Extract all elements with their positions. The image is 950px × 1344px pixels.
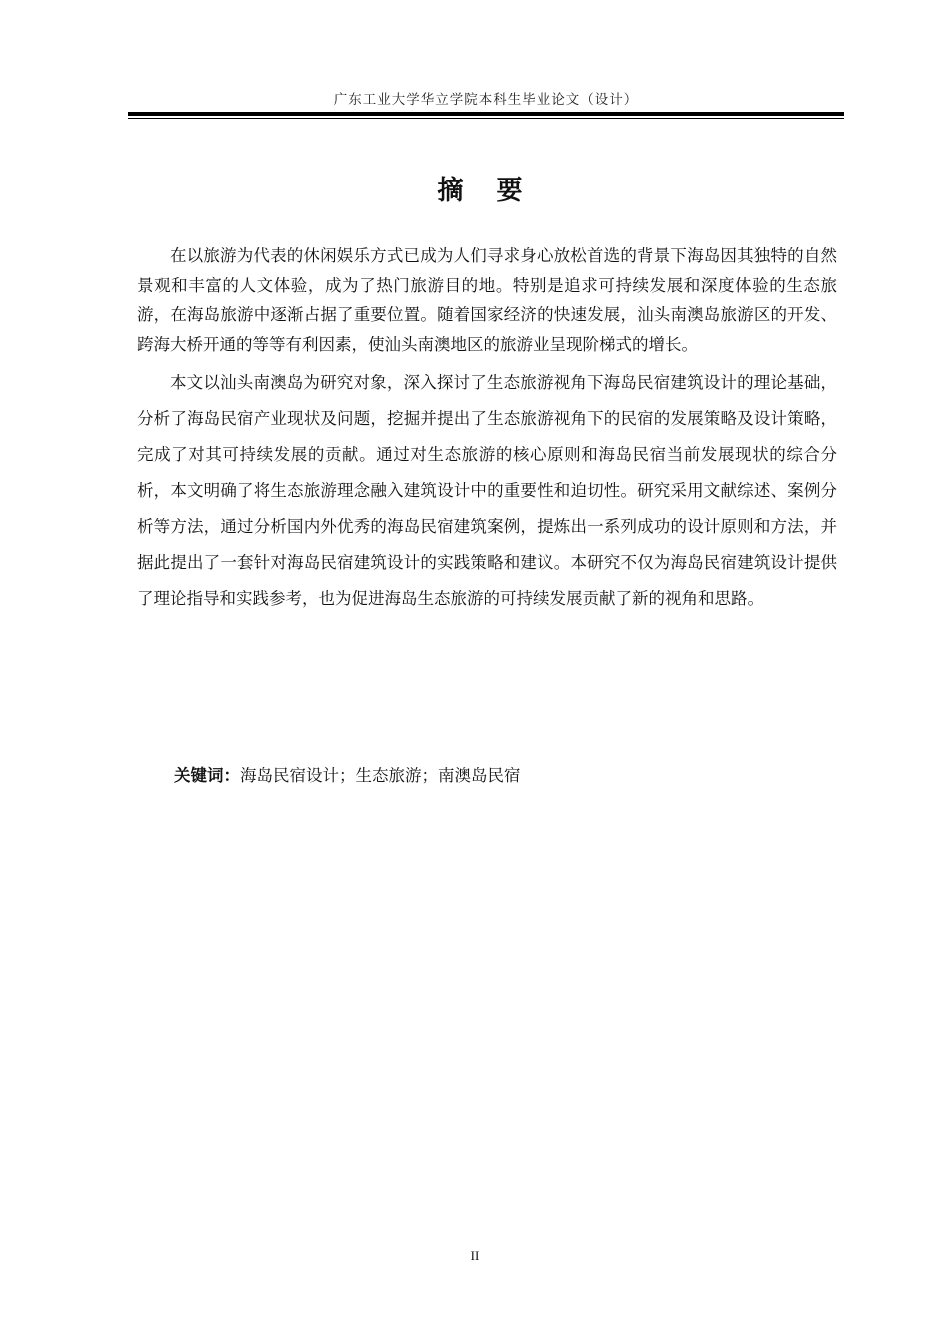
abstract-title: 摘 要 — [437, 176, 535, 206]
abstract-body — [137, 241, 837, 617]
header-rule-thick — [128, 112, 844, 116]
keywords-line — [174, 762, 521, 786]
header-rule-thin — [128, 118, 844, 119]
keywords-label: 关键词： — [174, 766, 240, 785]
running-header: 广东工业大学华立学院本科生毕业论文（设计） — [333, 92, 639, 108]
keywords-value: 海岛民宿设计；生态旅游；南澳岛民宿 — [240, 766, 521, 785]
page-number: II — [470, 1248, 480, 1263]
abstract-paragraph-2: 本文以汕头南澳岛为研究对象，深入探讨了生态旅游视角下海岛民宿建筑设计的理论基础，分析了海岛民宿产业现状及问题，挖掘并提出了生态旅游视角下的民宿的发展策略及设计策略，完成了对其可持续发展的贡献。通过对生态旅游的核心原则和海岛民宿当前发展现状的综合分析，本文明确了将生态旅游理念融入建筑设计中的重要性和迫切性。研究采用文献综述、案例分析等方法，通过分析国内外优秀的海岛民宿建筑案例，提炼出一系列成功的设计原则和方法，并据此提出了一套针对海岛民宿建筑设计的实践策略和建议。本研究不仅为海岛民宿建筑设计提供了理论指导和实践参考，也为促进海岛生态旅游的可持续发展贡献了新的视角和思路。 — [137, 373, 837, 608]
abstract-paragraph-1: 在以旅游为代表的休闲娱乐方式已成为人们寻求身心放松首选的背景下海岛因其独特的自然景观和丰富的人文体验，成为了热门旅游目的地。特别是追求可持续发展和深度体验的生态旅游，在海岛旅游中逐渐占据了重要位置。随着国家经济的快速发展，汕头南澳岛旅游区的开发、跨海大桥开通的等等有利因素，使汕头南澳地区的旅游业呈现阶梯式的增长。 — [137, 246, 837, 354]
